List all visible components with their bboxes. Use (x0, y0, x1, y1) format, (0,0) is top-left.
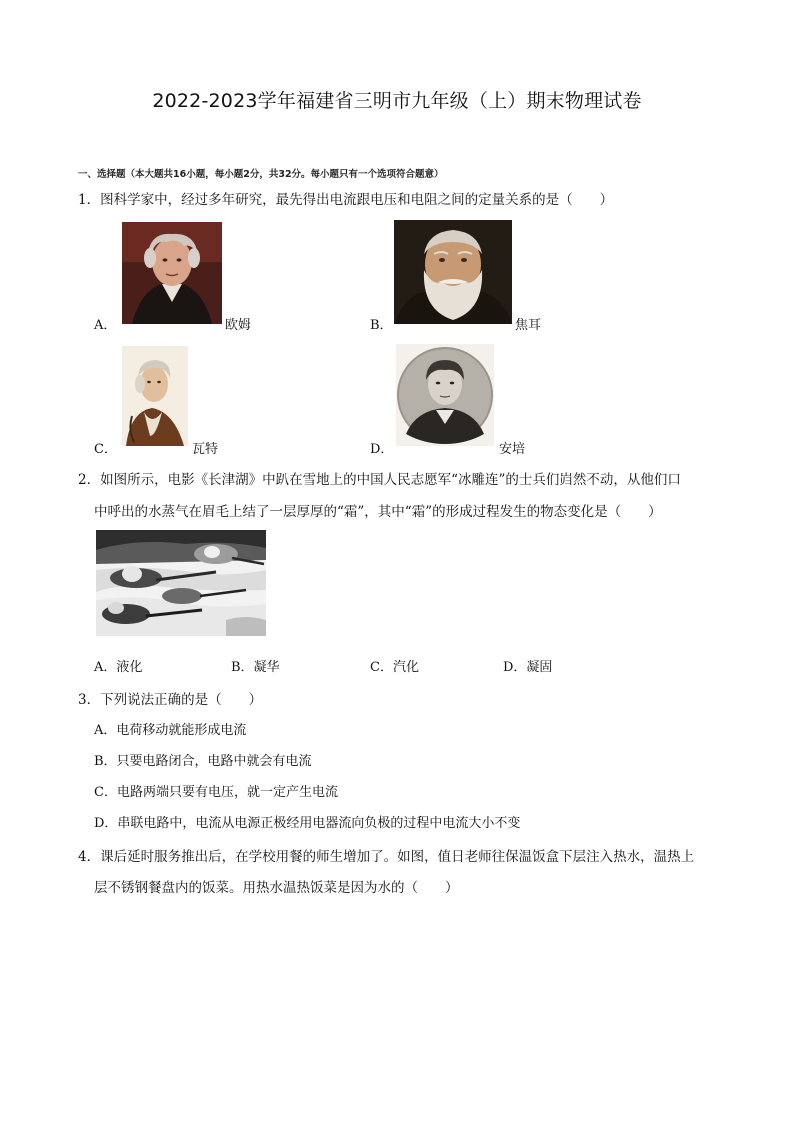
page-title: 2022-2023学年福建省三明市九年级（上）期末物理试卷 (152, 90, 642, 112)
q1-option-a-name: 欧姆 (225, 318, 252, 333)
question-2-stem-line-1: 2．如图所示，电影《长津湖》中趴在雪地上的中国人民志愿军“冰雕连”的士兵们岿然不动，从他们口 (78, 472, 681, 488)
question-2-stem-line-2: 中呼出的水蒸气在眉毛上结了一层厚厚的“霜”，其中“霜”的形成过程发生的物态变化是（ ） (94, 504, 662, 520)
q2-option-b: B．凝华 (231, 660, 280, 675)
q3-option-c: C．电路两端只要有电压，就一定产生电流 (94, 785, 338, 800)
q2-option-c: C．汽化 (370, 660, 419, 675)
watt-portrait-image (122, 346, 188, 446)
soldiers-in-snow-image (96, 530, 266, 636)
q2-option-d: D．凝固 (503, 660, 553, 675)
joule-portrait-image (394, 220, 512, 324)
q1-option-d-name: 安培 (499, 442, 526, 457)
section-heading: 一、选择题（本大题共16小题，每小题2分，共32分。每小题只有一个选项符合题意） (78, 169, 444, 180)
question-1-stem: 1．图科学家中，经过多年研究，最先得出电流跟电压和电阻之间的定量关系的是（ ） (78, 192, 614, 208)
q1-option-a-letter: A． (94, 318, 117, 333)
q3-option-a: A．电荷移动就能形成电流 (94, 723, 247, 738)
q1-option-c-name: 瓦特 (192, 442, 219, 457)
q1-option-c-letter: C． (94, 442, 117, 457)
ohm-portrait-image (122, 222, 222, 324)
q3-option-d: D．串联电路中，电流从电源正极经用电器流向负极的过程中电流大小不变 (94, 816, 521, 831)
ampere-portrait-image (396, 344, 494, 446)
q1-option-b-letter: B． (370, 318, 393, 333)
q1-option-d-letter: D． (370, 442, 394, 457)
q3-option-b: B．只要电路闭合，电路中就会有电流 (94, 754, 312, 769)
question-4-stem-line-2: 层不锈钢餐盘内的饭菜。用热水温热饭菜是因为水的（ ） (94, 880, 459, 896)
q2-option-a: A．液化 (94, 660, 143, 675)
question-4-stem-line-1: 4．课后延时服务推出后，在学校用餐的师生增加了。如图，值日老师往保温饭盒下层注入热水，温热上 (78, 849, 695, 865)
question-3-stem: 3．下列说法正确的是（ ） (78, 692, 263, 708)
q1-option-b-name: 焦耳 (515, 318, 542, 333)
